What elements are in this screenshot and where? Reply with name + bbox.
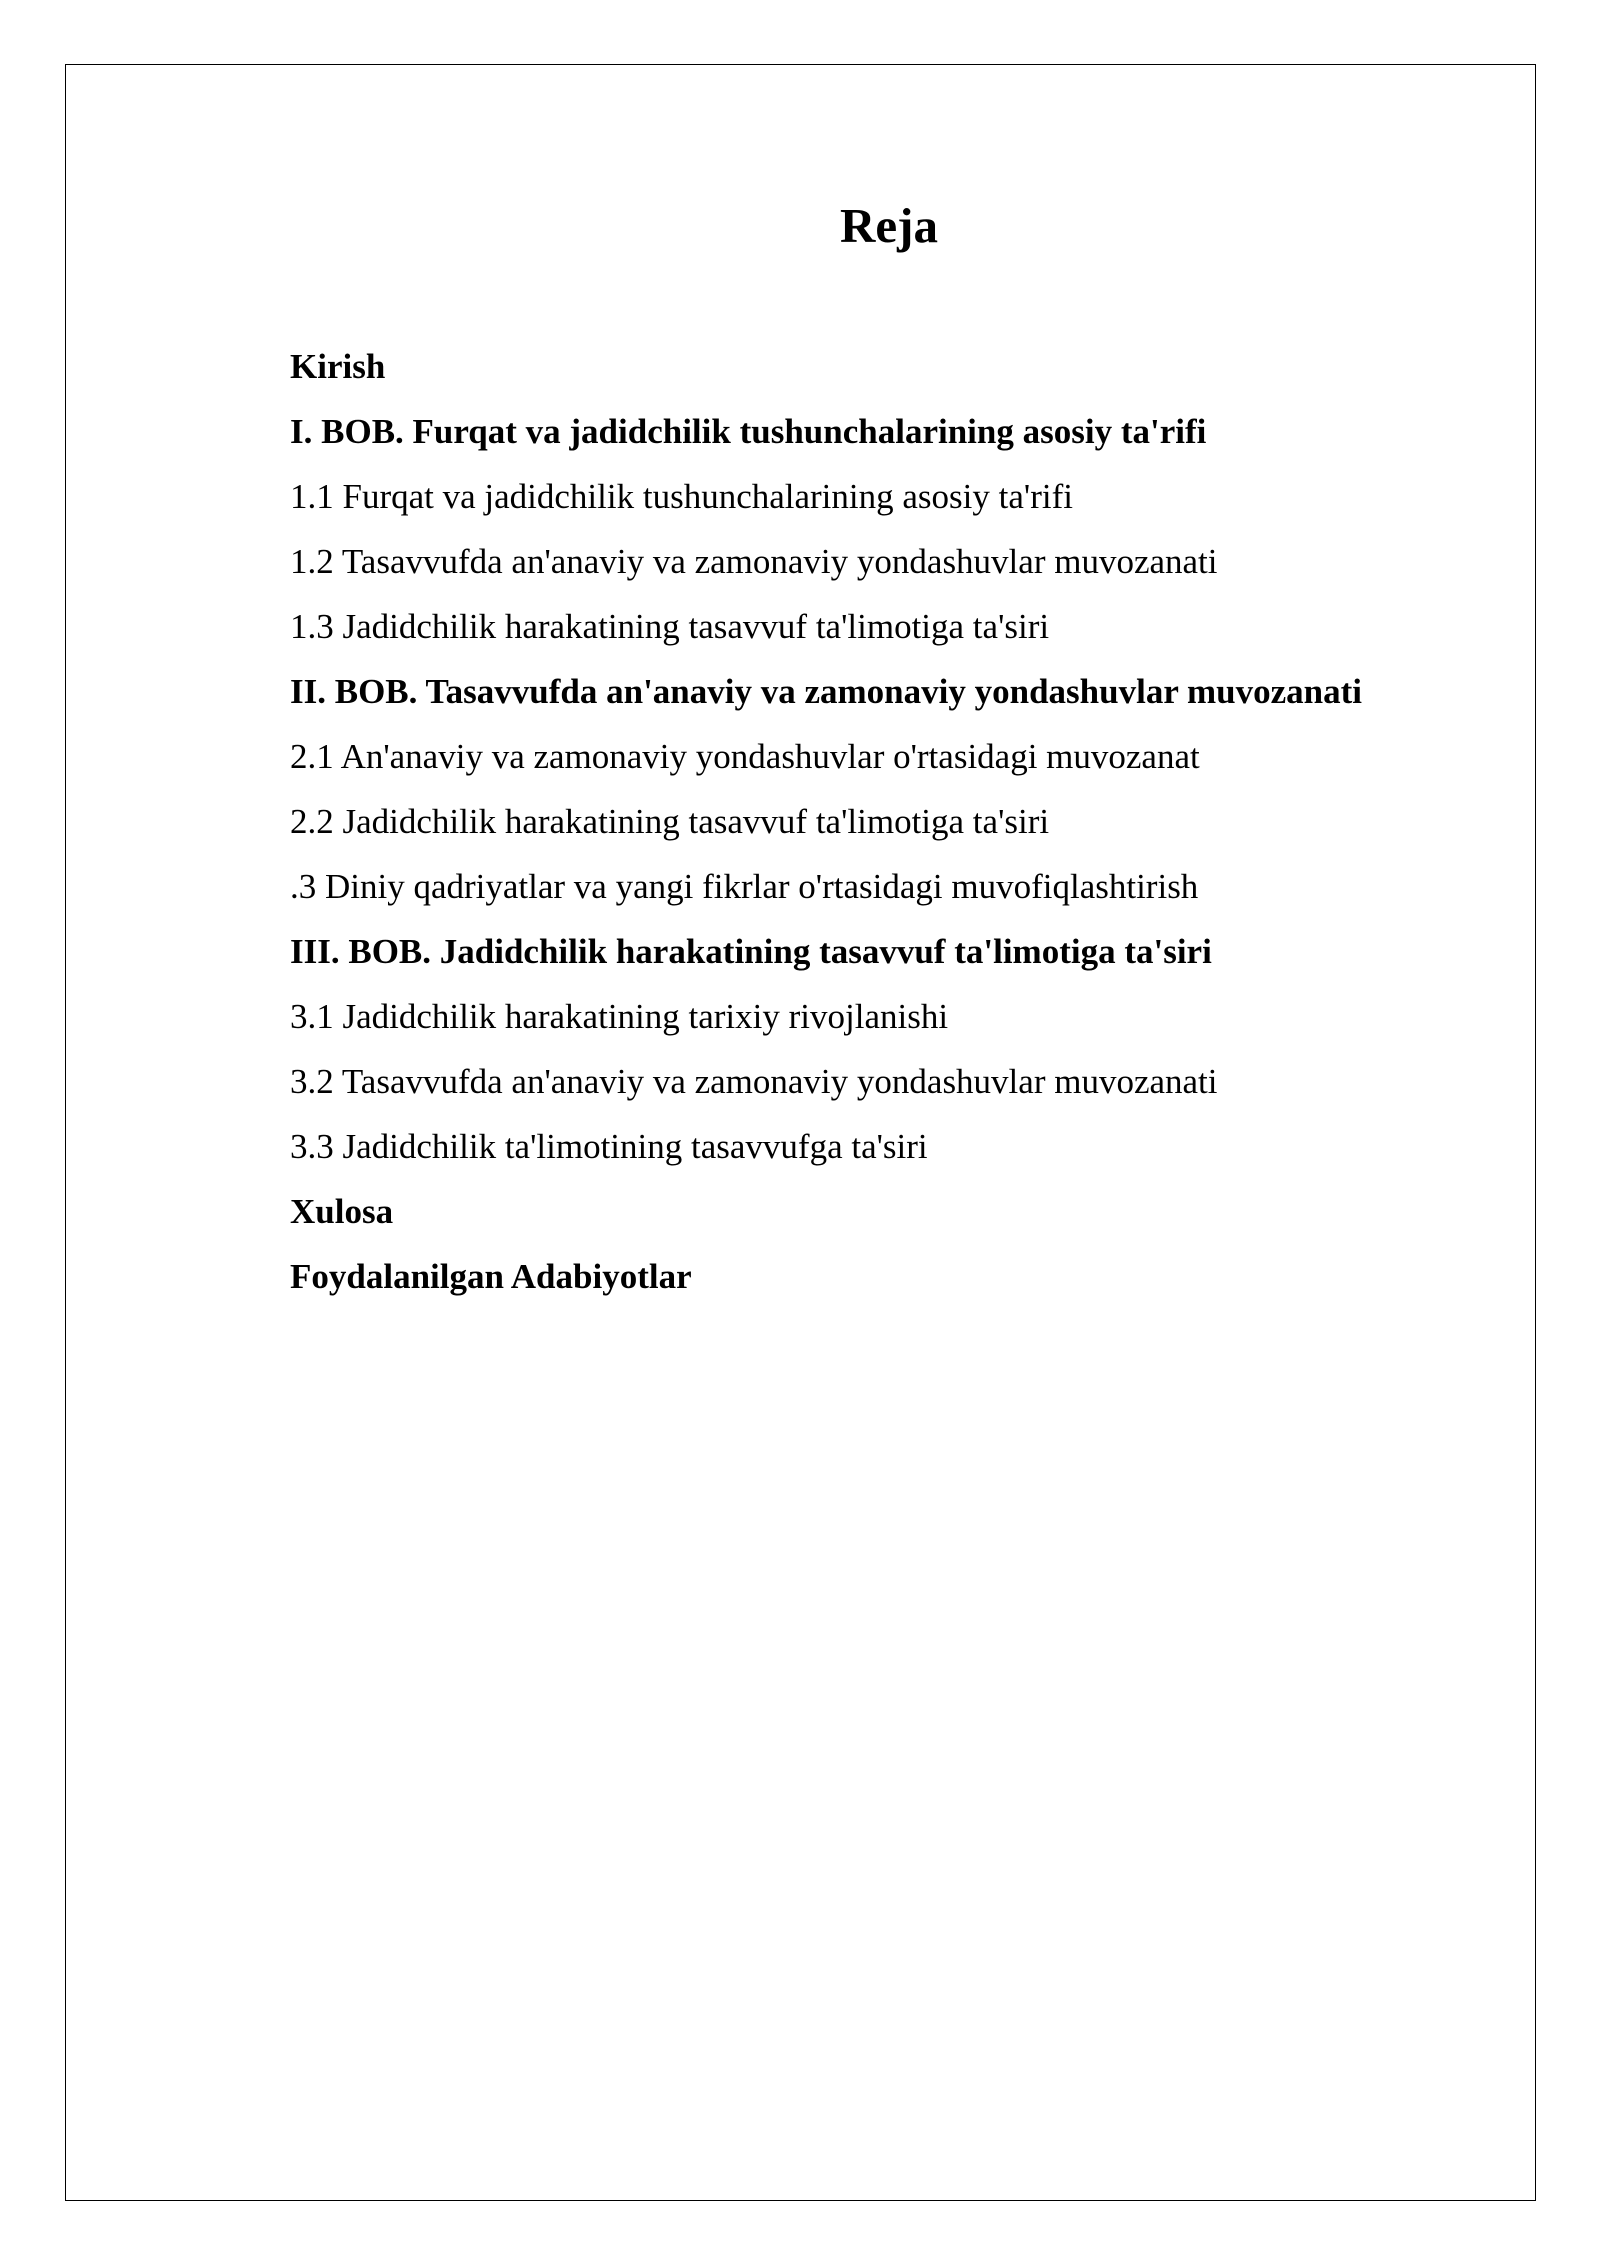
page-title: Reja (840, 198, 938, 253)
toc-heading: III. BOB. Jadidchilik harakatining tasavvuf ta'limotiga ta'siri (290, 932, 1212, 971)
toc-heading: II. BOB. Tasavvufda an'anaviy va zamonaviy yondashuvlar muvozanati (290, 672, 1362, 711)
toc-item: 2.1 An'anaviy va zamonaviy yondashuvlar o'rtasidagi muvozanat (290, 737, 1200, 776)
toc-heading: Foydalanilgan Adabiyotlar (290, 1257, 692, 1296)
toc-item: 3.3 Jadidchilik ta'limotining tasavvufga ta'siri (290, 1127, 928, 1166)
toc-item: 2.2 Jadidchilik harakatining tasavvuf ta'limotiga ta'siri (290, 802, 1050, 841)
toc-item: 3.1 Jadidchilik harakatining tarixiy rivojlanishi (290, 997, 949, 1036)
toc-heading: I. BOB. Furqat va jadidchilik tushunchalarining asosiy ta'rifi (290, 412, 1207, 451)
toc-item: .3 Diniy qadriyatlar va yangi fikrlar o'rtasidagi muvofiqlashtirish (290, 867, 1199, 906)
toc-item: 1.1 Furqat va jadidchilik tushunchalarining asosiy ta'rifi (290, 477, 1073, 516)
toc-heading: Kirish (290, 347, 386, 386)
toc-item: 3.2 Tasavvufda an'anaviy va zamonaviy yondashuvlar muvozanati (290, 1062, 1218, 1101)
table-of-contents (290, 334, 1362, 1309)
toc-item: 1.2 Tasavvufda an'anaviy va zamonaviy yondashuvlar muvozanati (290, 542, 1218, 581)
toc-heading: Xulosa (290, 1192, 394, 1231)
toc-item: 1.3 Jadidchilik harakatining tasavvuf ta'limotiga ta'siri (290, 607, 1050, 646)
